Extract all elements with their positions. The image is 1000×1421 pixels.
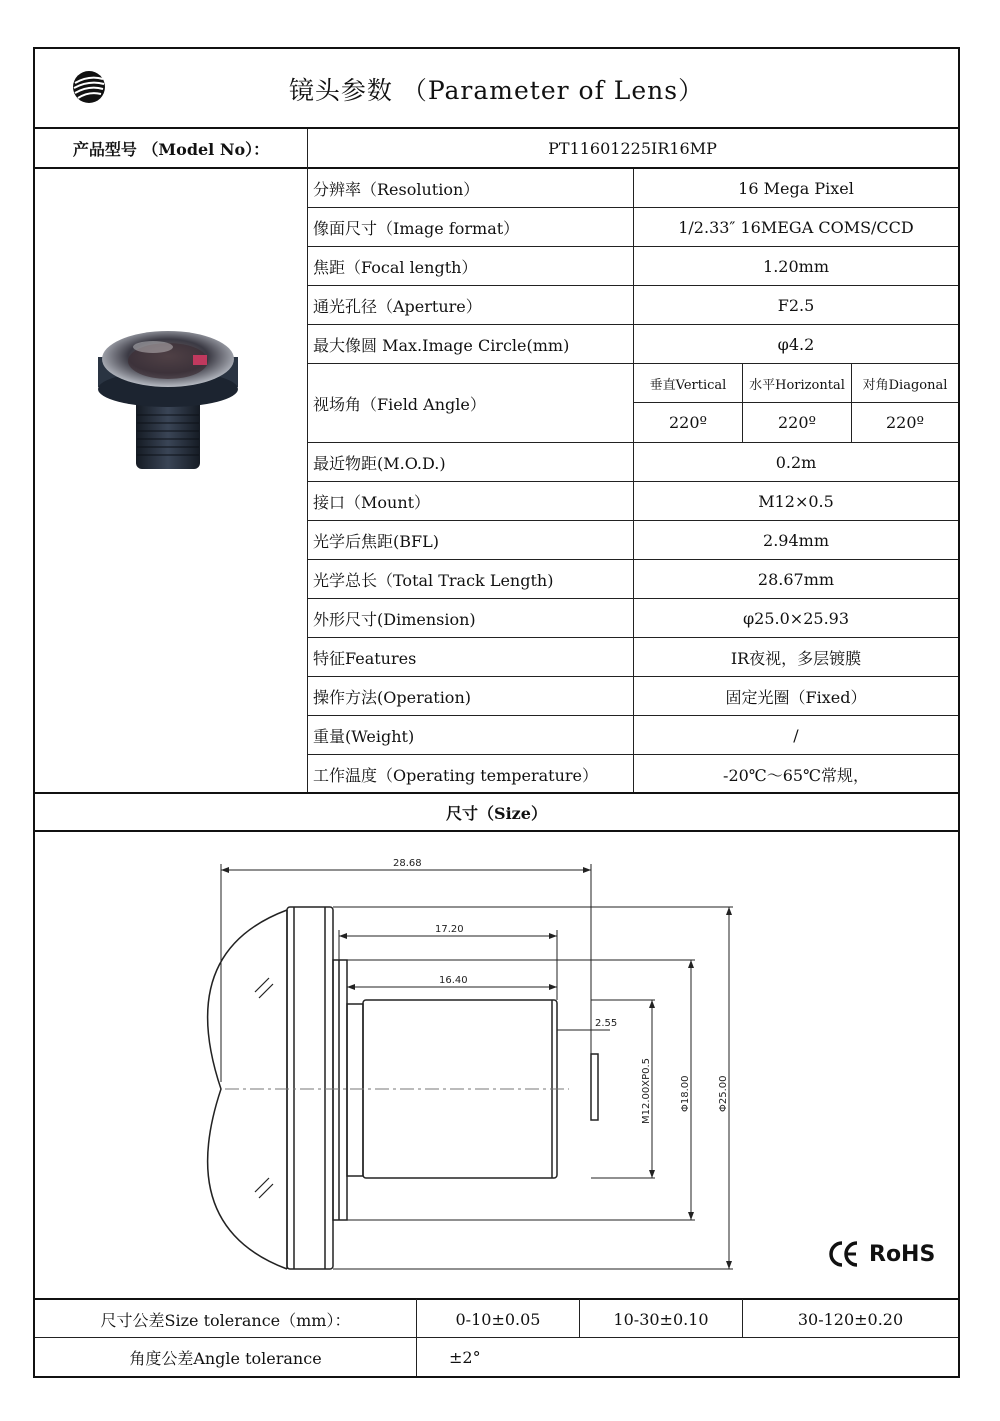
spec-value-aperture: F2.5 [777, 295, 815, 315]
model-label: 产品型号 （Model No）： [72, 139, 270, 159]
spec-label-image-format: 像面尺寸（Image format） [313, 218, 520, 238]
spec-value-mount: M12×0.5 [758, 491, 834, 511]
size-tolerance-label: 尺寸公差Size tolerance（mm）： [100, 1310, 351, 1330]
field-angle-vertical-header: 垂直Vertical [649, 377, 727, 393]
dim-diameter-25: Φ25.00 [718, 1075, 729, 1112]
spec-label-temperature: 工作温度（Operating temperature） [313, 765, 599, 785]
size-tolerance-range-3: 30-120±0.20 [797, 1309, 904, 1329]
dim-mid-length: 17.20 [435, 924, 464, 935]
spec-label-aperture: 通光孔径（Aperture） [313, 296, 482, 316]
page-title: 镜头参数 （Parameter of Lens） [288, 76, 705, 105]
spec-label-operation: 操作方法(Operation) [313, 687, 471, 707]
size-section-title: 尺寸（Size） [446, 803, 547, 823]
spec-value-image-format: 1/2.33″ 16MEGA COMS/CCD [678, 217, 914, 237]
size-tolerance-range-1: 0-10±0.05 [455, 1309, 541, 1329]
field-angle-horizontal-value: 220º [777, 413, 817, 432]
spec-label-field-angle: 视场角（Field Angle） [313, 394, 486, 414]
spec-value-operation: 固定光圈（Fixed） [725, 687, 867, 707]
rohs-mark: RoHS [869, 1241, 936, 1267]
angle-tolerance-label: 角度公差Angle tolerance [129, 1349, 322, 1368]
parameter-sheet [33, 47, 960, 1378]
angle-tolerance-value: ±2° [449, 1348, 481, 1367]
spec-label-dimension: 外形尺寸(Dimension) [313, 609, 476, 629]
spec-label-bfl: 光学后焦距(BFL) [313, 531, 439, 551]
dim-total-length: 28.68 [393, 858, 422, 869]
spec-value-temperature: -20℃～65℃常规， [723, 765, 869, 785]
model-value: PT11601225IR16MP [548, 138, 717, 158]
spec-label-weight: 重量(Weight) [313, 726, 415, 746]
spec-label-focal-length: 焦距（Focal length） [313, 257, 478, 277]
spec-label-image-circle: 最大像圆 Max.Image Circle(mm) [313, 335, 570, 355]
spec-value-image-circle: φ4.2 [777, 334, 815, 354]
spec-value-focal-length: 1.20mm [763, 256, 829, 276]
dim-bfl: 2.55 [595, 1018, 618, 1029]
spec-label-resolution: 分辨率（Resolution） [313, 179, 480, 199]
field-angle-diagonal-value: 220º [885, 413, 925, 432]
spec-value-weight: / [793, 725, 799, 745]
spec-value-dimension: φ25.0×25.93 [742, 608, 850, 628]
spec-value-resolution: 16 Mega Pixel [738, 178, 854, 198]
dim-thread: M12.00XP0.5 [641, 1057, 652, 1124]
spec-value-features: IR夜视，多层镀膜 [730, 648, 862, 668]
spec-value-mod: 0.2m [775, 452, 817, 472]
dimension-drawing [35, 832, 958, 1298]
dim-diameter-18: Φ18.00 [680, 1075, 691, 1112]
lens-photo [93, 317, 243, 477]
spec-label-features: 特征Features [313, 648, 417, 668]
spec-label-ttl: 光学总长（Total Track Length) [313, 570, 554, 590]
spec-label-mount: 接口（Mount） [313, 492, 431, 512]
spec-value-ttl: 28.67mm [757, 569, 835, 589]
field-angle-diagonal-header: 对角Diagonal [862, 377, 948, 393]
field-angle-vertical-value: 220º [668, 413, 708, 432]
ce-mark-icon [829, 1240, 859, 1268]
spec-label-mod: 最近物距(M.O.D.) [313, 453, 446, 473]
dim-inner-length: 16.40 [439, 975, 468, 986]
field-angle-horizontal-header: 水平Horizontal [749, 377, 845, 393]
spec-value-bfl: 2.94mm [763, 530, 829, 550]
size-tolerance-range-2: 10-30±0.10 [613, 1309, 709, 1329]
